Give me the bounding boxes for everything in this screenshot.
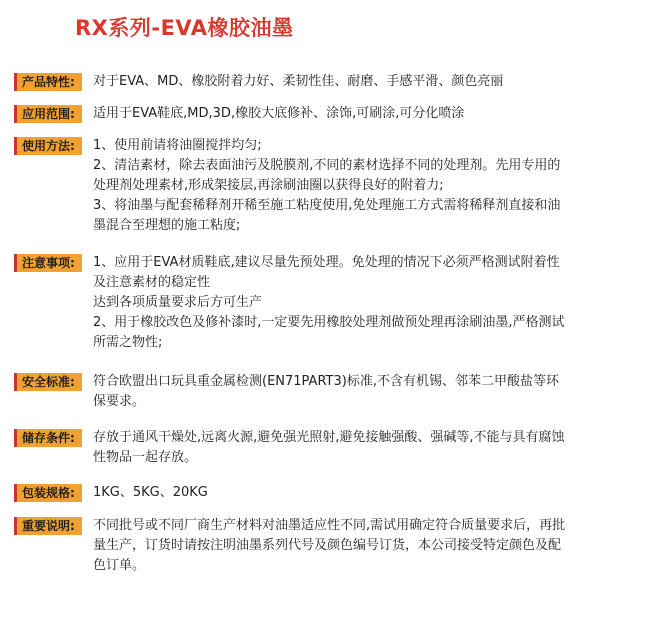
text-line: 1、使用前请将油圈搅拌均匀; [93, 138, 262, 153]
section-tag: 注意事项: [14, 254, 82, 272]
section-packaging-specs [14, 483, 640, 503]
section-body [93, 428, 640, 468]
section-tag: 重要说明: [14, 517, 82, 535]
text-line: 2、用于橡胶改色及修补漆时,一定要先用橡胶处理剂做预处理再涂刷油墨,严格测试 [93, 315, 565, 330]
section-important-notes [14, 516, 640, 576]
section-tag: 产品特性: [14, 73, 82, 91]
section-body [93, 253, 640, 353]
page-title: RX系列-EVA橡胶油墨 [75, 16, 294, 40]
text-line: 1KG、5KG、20KG [93, 485, 208, 500]
text-line: 对于EVA、MD、橡胶附着力好、柔韧性佳、耐磨、手感平滑、颜色亮丽 [93, 74, 504, 89]
section-product-features [14, 72, 640, 92]
text-line: 保要求。 [93, 394, 146, 409]
text-line: 符合欧盟出口玩具重金属检测(EN71PART3)标准,不含有机锡、邻苯二甲酸盐等环 [93, 374, 559, 389]
text-line: 所需之物性; [93, 335, 163, 350]
section-body [93, 516, 640, 576]
text-line: 性物品一起存放。 [93, 450, 198, 465]
text-line: 达到各项质量要求后方可生产 [93, 295, 263, 310]
text-line: 3、将油墨与配套稀释剂开稀至施工粘度使用,免处理施工方式需将稀释剂直接和油 [93, 198, 561, 213]
section-usage-method [14, 136, 640, 236]
section-body [93, 136, 640, 236]
text-line: 适用于EVA鞋底,MD,3D,橡胶大底修补、涂饰,可刷涂,可分化喷涂 [93, 106, 465, 121]
text-line: 及注意素材的稳定性 [93, 275, 211, 290]
text-line: 量生产，订货时请按注明油墨系列代号及颜色编号订货，本公司接受特定颜色及配 [93, 538, 562, 553]
section-body [93, 72, 640, 92]
section-storage-conditions [14, 428, 640, 468]
text-line: 不同批号或不同厂商生产材料对油墨适应性不同,需试用确定符合质量要求后，再批 [93, 518, 566, 533]
section-precautions [14, 253, 640, 353]
section-body [93, 372, 640, 412]
text-line: 存放于通风干燥处,远离火源,避免强光照射,避免接触强酸、强碱等,不能与具有腐蚀 [93, 430, 565, 445]
text-line: 墨混合至理想的施工粘度; [93, 218, 241, 233]
text-line: 处理剂处理素材,形成架接层,再涂刷油圈以获得良好的附着力; [93, 178, 444, 193]
section-application-scope [14, 104, 640, 124]
text-line: 2、清洁素材，除去表面油污及脱膜剂,不同的素材选择不同的处理剂。先用专用的 [93, 158, 561, 173]
section-tag: 使用方法: [14, 137, 82, 155]
text-line: 色订单。 [93, 558, 146, 573]
section-safety-standard [14, 372, 640, 412]
section-tag: 储存条件: [14, 429, 82, 447]
text-line: 1、应用于EVA材质鞋底,建议尽量先预处理。免处理的情况下必须严格测试附着性 [93, 255, 560, 270]
section-tag: 包装规格: [14, 484, 82, 502]
section-tag: 应用范围: [14, 105, 82, 123]
section-tag: 安全标准: [14, 373, 82, 391]
section-body [93, 104, 640, 124]
section-body [93, 483, 640, 503]
